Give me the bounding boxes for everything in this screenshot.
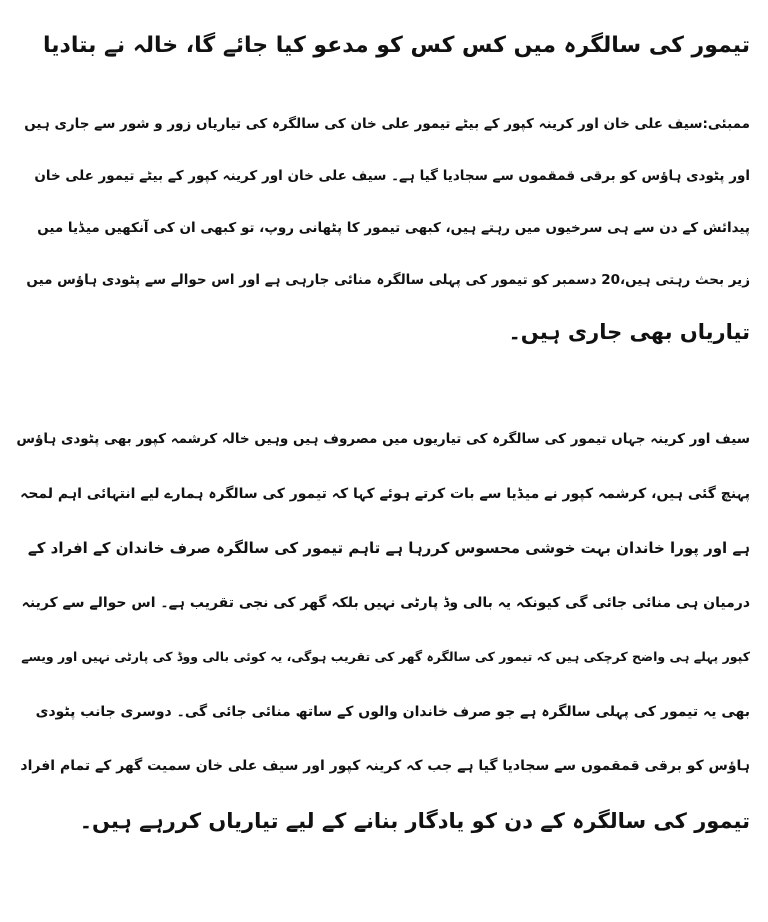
paragraph-1-line: زیر بحث رہتی ہیں،20 دسمبر کو تیمور کی پہلی سالگرہ منائی جارہی ہے اور اس حوالے سے پٹودی ہاؤس میں	[26, 272, 750, 288]
paragraph-2-line: پہنچ گئی ہیں، کرشمہ کپور نے میڈیا سے بات کرتے ہوئے کہا کہ تیمور کی سالگرہ ہمارے لیے انتہائی اہم لمحہ	[20, 485, 750, 502]
paragraph-2-line: بھی یہ تیمور کی پہلی سالگرہ ہے جو صرف خاندان والوں کے ساتھ منائی جائی گی۔ دوسری جانب پٹودی	[35, 703, 750, 720]
paragraph-2-line: سیف اور کرینہ جہاں تیمور کی سالگرہ کی تیاریوں میں مصروف ہیں وہیں خالہ کرشمہ کپور بھی پٹودی ہاؤس	[16, 431, 750, 447]
paragraph-1-line-text: سیف علی خان اور کرینہ کپور کے بیٹے تیمور علی خان کی سالگرہ کی تیاریاں زور و شور سے جاری ہیں	[24, 116, 703, 132]
paragraph-2-line: ہے اور پورا خاندان بہت خوشی محسوس کررہا ہے تاہم تیمور کی سالگرہ صرف خاندان کے افراد کے	[27, 539, 750, 557]
article-dateline: ممبئی:	[702, 116, 750, 132]
paragraph-1-line: پیدائش کے دن سے ہی سرخیوں میں رہتے ہیں، کبھی تیمور کا پٹھانی روپ، تو کبھی ان کی آنکھیں میڈیا میں	[37, 220, 750, 236]
paragraph-2-line: کپور پہلے ہی واضح کرچکی ہیں کہ تیمور کی سالگرہ گھر کی تقریب ہوگی، یہ کوئی بالی ووڈ کی پارٹی نہیں اور ویسے	[21, 649, 750, 664]
paragraph-2-line: درمیان ہی منائی جائی گی کیونکہ یہ بالی وڈ پارٹی نہیں بلکہ گھر کی نجی تقریب ہے۔ اس حوالے سے کرینہ	[21, 594, 750, 611]
paragraph-1-line: تیاریاں بھی جاری ہیں۔	[508, 320, 750, 344]
article-paragraph-1	[14, 98, 750, 358]
paragraph-2-line: تیمور کی سالگرہ کے دن کو یادگار بنانے کے لیے تیاریاں کررہے ہیں۔	[79, 808, 750, 833]
paragraph-2-line: ہاؤس کو برقی قمقموں سے سجادیا گیا ہے جب کہ کرینہ کپور اور سیف علی خان سمیت گھر کے تمام افراد	[20, 758, 750, 774]
paragraph-1-line	[14, 98, 750, 150]
article-paragraph-2	[14, 412, 750, 848]
article-headline: تیمور کی سالگرہ میں کس کس کو مدعو کیا جائے گا، خالہ نے بتادیا	[43, 33, 750, 58]
paragraph-1-line: اور پٹودی ہاؤس کو برقی قمقموں سے سجادیا گیا ہے۔ سیف علی خان اور کرینہ کپور کے بیٹے تیمور علی خان	[34, 168, 750, 184]
